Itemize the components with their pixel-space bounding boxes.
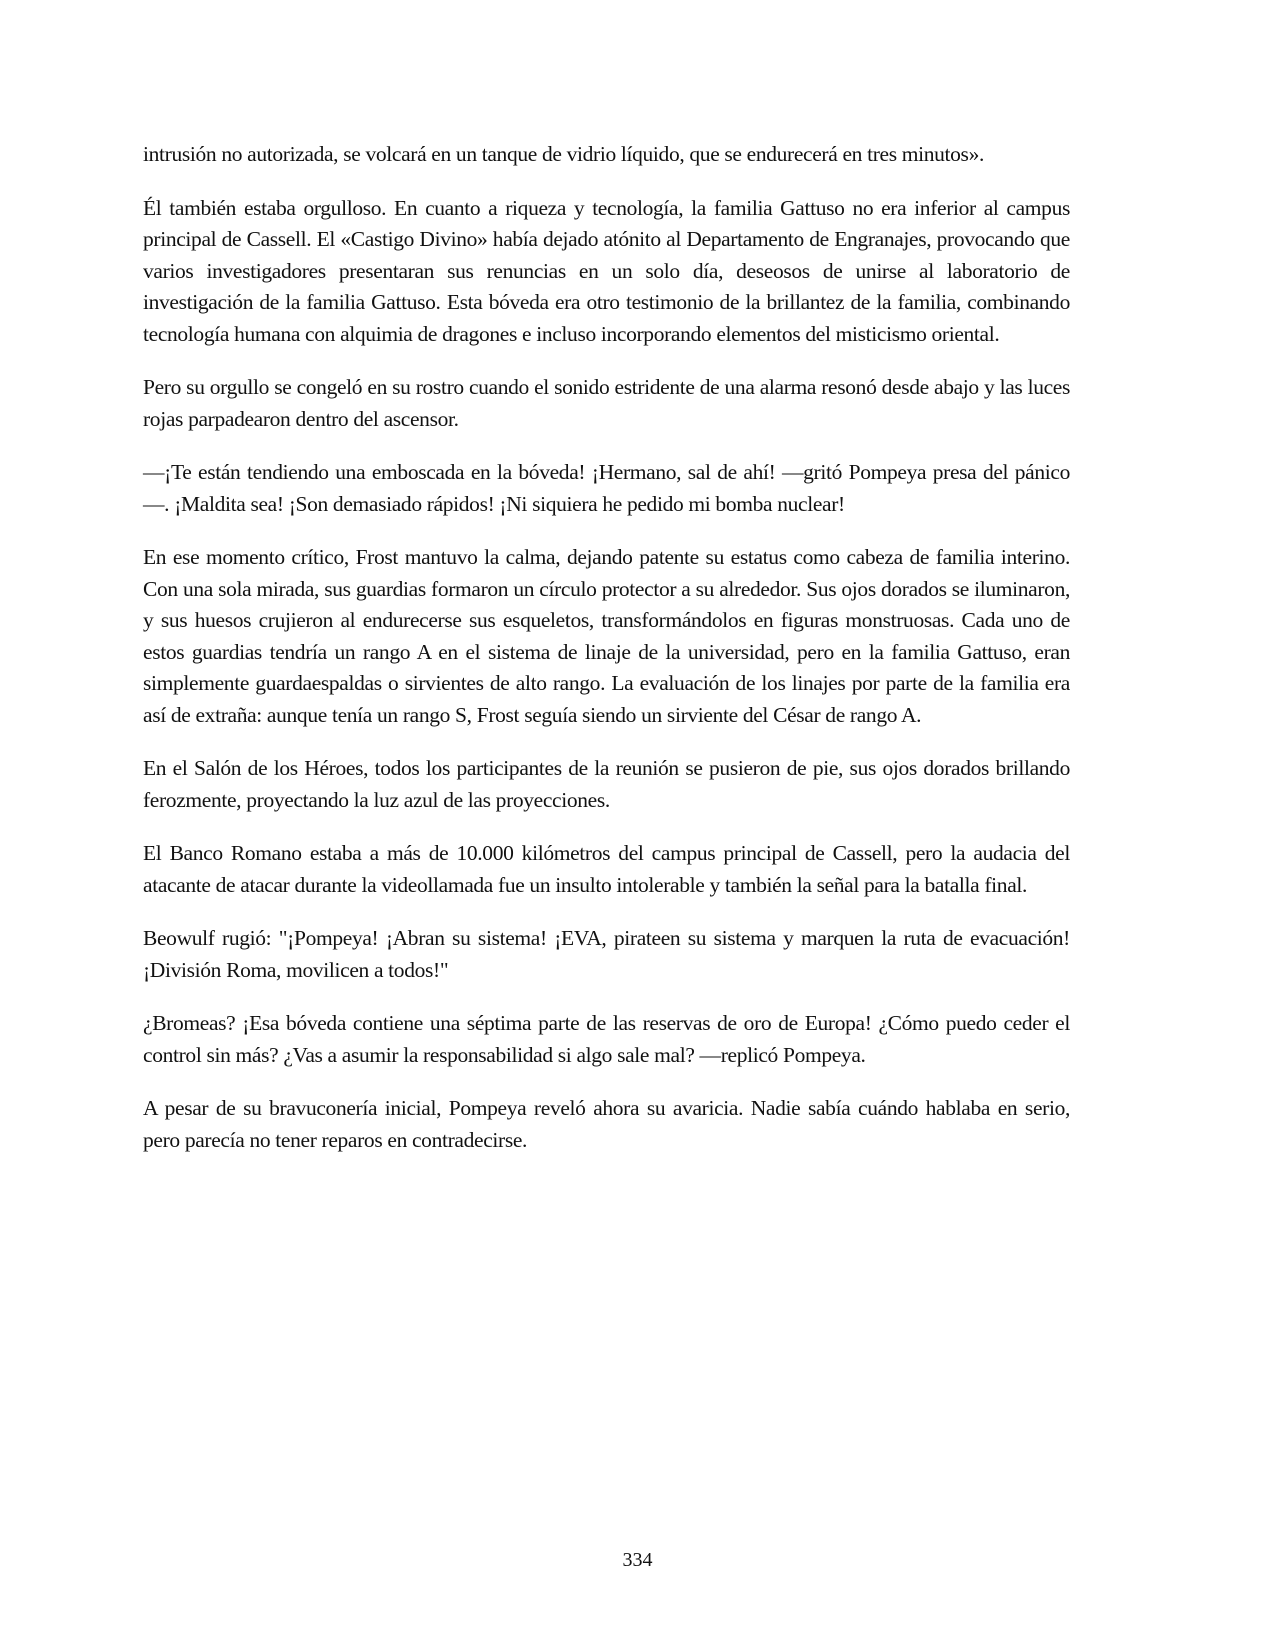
paragraph: ¿Bromeas? ¡Esa bóveda contiene una séptima parte de las reservas de oro de Europa! ¿Cómo puedo ceder el control sin más? ¿Vas a asumir la responsabilidad si algo sale mal? —replicó Pompeya. [143,1011,1070,1067]
page-body [143,139,1070,1178]
paragraph: Beowulf rugió: "¡Pompeya! ¡Abran su sistema! ¡EVA, pirateen su sistema y marquen la ruta de evacuación! ¡División Roma, movilicen a todos!" [143,926,1070,982]
paragraph: Él también estaba orgulloso. En cuanto a riqueza y tecnología, la familia Gattuso no era inferior al campus principal de Cassell. El «Castigo Divino» había dejado atónito al Departamento de Engranajes, provocando que varios investigadores presentaran sus renuncias en un solo día, deseosos de unirse al laboratorio de investigación de la familia Gattuso. Esta bóveda era otro testimonio de la brillantez de la familia, combinando tecnología humana con alquimia de dragones e incluso incorporando elementos del misticismo oriental. [143,195,1070,346]
paragraph: —¡Te están tendiendo una emboscada en la bóveda! ¡Hermano, sal de ahí! —gritó Pompeya presa del pánico—. ¡Maldita sea! ¡Son demasiado rápidos! ¡Ni siquiera he pedido mi bomba nuclear! [143,460,1070,516]
page-number: 334 [622,1549,653,1571]
paragraph: El Banco Romano estaba a más de 10.000 kilómetros del campus principal de Cassell, pero la audacia del atacante de atacar durante la videollamada fue un insulto intolerable y también la señal para la batalla final. [143,841,1070,897]
paragraph: A pesar de su bravuconería inicial, Pompeya reveló ahora su avaricia. Nadie sabía cuándo hablaba en serio, pero parecía no tener reparos en contradecirse. [143,1096,1070,1152]
paragraph: intrusión no autorizada, se volcará en un tanque de vidrio líquido, que se endurecerá en tres minutos». [143,142,984,166]
paragraph: En el Salón de los Héroes, todos los participantes de la reunión se pusieron de pie, sus ojos dorados brillando ferozmente, proyectando la luz azul de las proyecciones. [143,756,1070,812]
paragraph: Pero su orgullo se congeló en su rostro cuando el sonido estridente de una alarma resonó desde abajo y las luces rojas parpadearon dentro del ascensor. [143,375,1070,431]
paragraph: En ese momento crítico, Frost mantuvo la calma, dejando patente su estatus como cabeza de familia interino. Con una sola mirada, sus guardias formaron un círculo protector a su alrededor. Sus ojos dorados se iluminaron, y sus huesos crujieron al endurecerse sus esqueletos, transformándolos en figuras monstruosas. Cada uno de estos guardias tendría un rango A en el sistema de linaje de la universidad, pero en la familia Gattuso, eran simplemente guardaespaldas o sirvientes de alto rango. La evaluación de los linajes por parte de la familia era así de extraña: aunque tenía un rango S, Frost seguía siendo un sirviente del César de rango A. [143,545,1070,727]
